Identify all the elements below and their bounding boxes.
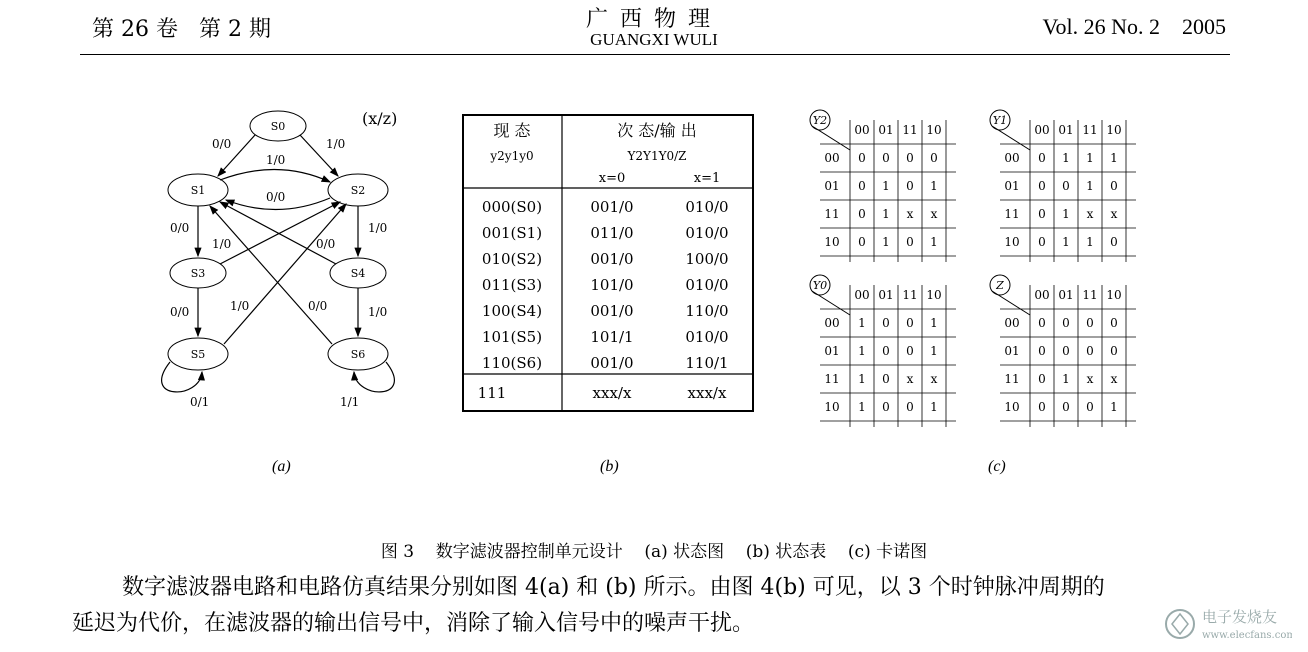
kmap-cell: 1 bbox=[930, 316, 938, 330]
state-node-s3 bbox=[170, 258, 226, 288]
kmap-cell: 0 bbox=[1086, 344, 1094, 358]
kmap-y1 bbox=[990, 110, 1136, 262]
kmap-col-head: 10 bbox=[1106, 288, 1122, 302]
kmap-cell: 0 bbox=[1062, 316, 1070, 330]
kmap-cell: 1 bbox=[930, 400, 938, 414]
header-rule bbox=[80, 54, 1230, 55]
state-node-s5 bbox=[168, 338, 228, 370]
table-cell: 110/1 bbox=[685, 354, 729, 372]
kmap-cell: x bbox=[930, 372, 938, 386]
kmap-cell: 0 bbox=[906, 400, 914, 414]
kmap-col-head: 11 bbox=[1082, 123, 1098, 137]
kmap-cell: 0 bbox=[1038, 400, 1046, 414]
kmap-cell: 0 bbox=[1110, 235, 1118, 249]
kmap-cell: 0 bbox=[1110, 344, 1118, 358]
kmap-row-head: 00 bbox=[824, 151, 840, 165]
edge-label: 0/0 bbox=[170, 221, 190, 235]
kmap-cell: 1 bbox=[858, 372, 866, 386]
kmap-cell: 0 bbox=[1062, 344, 1070, 358]
figure-b-label: (b) bbox=[600, 458, 619, 475]
kmap-y0 bbox=[810, 275, 956, 427]
kmap-cell: 0 bbox=[1038, 372, 1046, 386]
edge-label: 1/1 bbox=[340, 395, 360, 409]
kmap-cell: 1 bbox=[930, 179, 938, 193]
kmap-row-head: 00 bbox=[1004, 151, 1020, 165]
edge-label: 0/0 bbox=[308, 299, 328, 313]
kmap-cell: 0 bbox=[906, 179, 914, 193]
kmap-col-head: 01 bbox=[878, 123, 894, 137]
kmap-col-head: 10 bbox=[926, 288, 942, 302]
kmap-cell: x bbox=[1110, 207, 1118, 221]
edge-label: 0/0 bbox=[316, 237, 336, 251]
table-cell: 010/0 bbox=[685, 224, 729, 242]
kmap-cell: 0 bbox=[906, 151, 914, 165]
edge-label: 1/0 bbox=[368, 305, 388, 319]
kmap-cell: 1 bbox=[1062, 151, 1070, 165]
journal-volume-issue: 第 26 卷 第 2 期 bbox=[92, 17, 271, 42]
svg-text:S4: S4 bbox=[350, 267, 366, 280]
kmap-cell: x bbox=[1110, 372, 1118, 386]
kmap-diagonal bbox=[812, 291, 850, 315]
next-state-sub: Y2Y1Y0/Z bbox=[627, 149, 687, 163]
next-state-header: 次 态/输 出 bbox=[617, 121, 697, 140]
svg-text:S1: S1 bbox=[190, 184, 206, 197]
table-cell: 101/1 bbox=[590, 328, 634, 346]
site-watermark bbox=[1162, 602, 1292, 646]
figure-c-label: (c) bbox=[988, 458, 1006, 475]
kmap-cell: 0 bbox=[858, 207, 866, 221]
kmap-cell: 1 bbox=[1062, 235, 1070, 249]
watermark-cn: 电子发烧友 bbox=[1202, 608, 1278, 626]
kmap-cell: 0 bbox=[1086, 316, 1094, 330]
kmap-cell: 1 bbox=[930, 235, 938, 249]
state-node-s4 bbox=[330, 258, 386, 288]
table-cell: 101(S5) bbox=[481, 328, 543, 346]
edge-label: 1/0 bbox=[368, 221, 388, 235]
edge-label: 0/0 bbox=[266, 190, 286, 204]
state-node-s0 bbox=[250, 111, 306, 141]
kmap-cell: 0 bbox=[1062, 179, 1070, 193]
kmap-cell: 0 bbox=[858, 235, 866, 249]
kmap-cell: 0 bbox=[1038, 344, 1046, 358]
kmap-y2 bbox=[810, 110, 956, 262]
kmap-diagonal bbox=[992, 126, 1030, 150]
kmap-cell: 0 bbox=[1038, 207, 1046, 221]
kmap-cell: 0 bbox=[906, 316, 914, 330]
kmap-cell: 1 bbox=[1086, 151, 1094, 165]
kmap-cell: 0 bbox=[1086, 400, 1094, 414]
svg-text:S5: S5 bbox=[190, 348, 206, 361]
paragraph-line-2: 延迟为代价，在滤波器的输出信号中，消除了输入信号中的噪声干扰。 bbox=[72, 611, 755, 636]
table-cell: 001/0 bbox=[590, 198, 634, 216]
kmap-diagonal bbox=[812, 126, 850, 150]
table-cell: 010/0 bbox=[685, 328, 729, 346]
kmap-row-head: 10 bbox=[1004, 400, 1020, 414]
kmap-col-head: 01 bbox=[1058, 288, 1074, 302]
edge-label: 0/0 bbox=[212, 137, 232, 151]
watermark-logo-icon bbox=[1162, 602, 1292, 646]
kmap-col-head: 00 bbox=[854, 123, 870, 137]
table-cell: 101/0 bbox=[590, 276, 634, 294]
figure-caption: 图 3 数字滤波器控制单元设计 (a) 状态图 (b) 状态表 (c) 卡诺图 bbox=[380, 542, 928, 562]
kmap-row-head: 01 bbox=[824, 179, 840, 193]
edge-s5-s2 bbox=[224, 204, 346, 344]
kmap-cell: 1 bbox=[1062, 372, 1070, 386]
figure-a-label: (a) bbox=[272, 458, 291, 475]
edge-s1-s2 bbox=[220, 169, 330, 182]
kmap-cell: 1 bbox=[1110, 400, 1118, 414]
kmap-col-head: 01 bbox=[878, 288, 894, 302]
journal-title-cn: 广西物理 bbox=[585, 7, 722, 32]
table-cell: xxx/x bbox=[687, 384, 727, 402]
kmap-row-head: 01 bbox=[1004, 344, 1020, 358]
table-rows bbox=[478, 198, 729, 402]
watermark-url: www.elecfans.com bbox=[1202, 630, 1292, 641]
kmap-cell: 0 bbox=[882, 151, 890, 165]
kmap-cell: 1 bbox=[1062, 207, 1070, 221]
kmap-cell: 1 bbox=[858, 316, 866, 330]
kmap-cell: 1 bbox=[858, 344, 866, 358]
kmap-cell: 0 bbox=[1038, 151, 1046, 165]
kmap-cell: 1 bbox=[882, 235, 890, 249]
kmap-row-head: 01 bbox=[1004, 179, 1020, 193]
kmap-cell: 0 bbox=[882, 372, 890, 386]
paragraph-line-1: 数字滤波器电路和电路仿真结果分别如图 4(a) 和 (b) 所示。由图 4(b) 可见，以 3 个时钟脉冲周期的 bbox=[122, 575, 1105, 600]
kmap-col-head: 10 bbox=[1106, 123, 1122, 137]
kmap-col-head: 00 bbox=[1034, 123, 1050, 137]
kmap-cell: 0 bbox=[1110, 316, 1118, 330]
kmap-row-head: 10 bbox=[824, 235, 840, 249]
kmap-cell: 1 bbox=[1110, 151, 1118, 165]
table-cell: xxx/x bbox=[592, 384, 632, 402]
table-cell: 010/0 bbox=[685, 198, 729, 216]
kmap-row-head: 11 bbox=[1004, 372, 1020, 386]
kmap-name: Y1 bbox=[992, 114, 1008, 127]
kmap-name: Y2 bbox=[812, 114, 828, 127]
kmap-row-head: 10 bbox=[1004, 235, 1020, 249]
table-cell: 010(S2) bbox=[481, 250, 543, 268]
table-cell: 001(S1) bbox=[481, 224, 543, 242]
x0-header: x=0 bbox=[598, 171, 626, 186]
x1-header: x=1 bbox=[693, 171, 721, 186]
kmap-cell: 0 bbox=[906, 235, 914, 249]
kmap-cell: x bbox=[1086, 372, 1094, 386]
kmap-row-head: 11 bbox=[1004, 207, 1020, 221]
kmap-cell: 0 bbox=[1038, 316, 1046, 330]
edge-label: 0/0 bbox=[170, 305, 190, 319]
kmap-col-head: 00 bbox=[854, 288, 870, 302]
table-cell: 110/0 bbox=[685, 302, 729, 320]
journal-title-en: GUANGXI WULI bbox=[590, 30, 718, 49]
kmap-cell: 0 bbox=[882, 344, 890, 358]
kmap-cell: 1 bbox=[882, 179, 890, 193]
kmap-cell: 0 bbox=[1110, 179, 1118, 193]
kmap-diagonal bbox=[992, 291, 1030, 315]
kmap-cell: x bbox=[906, 207, 914, 221]
kmap-cell: 1 bbox=[858, 400, 866, 414]
edge-label: 1/0 bbox=[230, 299, 250, 313]
table-cell: 000(S0) bbox=[481, 198, 543, 216]
edge-label: 1/0 bbox=[266, 153, 286, 167]
table-cell: 001/0 bbox=[590, 250, 634, 268]
kmap-cell: x bbox=[906, 372, 914, 386]
kmap-cell: 1 bbox=[1086, 179, 1094, 193]
kmap-row-head: 00 bbox=[1004, 316, 1020, 330]
state-node-s1 bbox=[168, 174, 228, 206]
edge-s6-s1 bbox=[210, 206, 332, 344]
svg-text:S3: S3 bbox=[190, 267, 206, 280]
kmap-z bbox=[990, 275, 1136, 427]
kmap-col-head: 01 bbox=[1058, 123, 1074, 137]
kmap-cell: x bbox=[1086, 207, 1094, 221]
table-cell: 011/0 bbox=[590, 224, 634, 242]
current-state-sub: y2y1y0 bbox=[490, 149, 534, 163]
body-paragraph bbox=[72, 570, 1262, 642]
kmap-row-head: 01 bbox=[824, 344, 840, 358]
table-cell: 011(S3) bbox=[481, 276, 543, 294]
kmap-name: Y0 bbox=[812, 279, 828, 292]
kmap-col-head: 00 bbox=[1034, 288, 1050, 302]
edge-label: 1/0 bbox=[326, 137, 346, 151]
kmap-cell: 0 bbox=[1038, 179, 1046, 193]
kmap-cell: 1 bbox=[930, 344, 938, 358]
kmap-name: Z bbox=[996, 279, 1004, 292]
edge-label: 0/1 bbox=[190, 395, 210, 409]
table-cell: 100(S4) bbox=[481, 302, 543, 320]
table-cell: 010/0 bbox=[685, 276, 729, 294]
state-node-s2 bbox=[328, 174, 388, 206]
kmap-row-head: 00 bbox=[824, 316, 840, 330]
kmap-row-head: 11 bbox=[824, 207, 840, 221]
kmap-cell: 0 bbox=[906, 344, 914, 358]
kmap-row-head: 11 bbox=[824, 372, 840, 386]
kmap-cell: 0 bbox=[858, 179, 866, 193]
kmap-row-head: 10 bbox=[824, 400, 840, 414]
kmap-col-head: 11 bbox=[902, 123, 918, 137]
kmap-cell: x bbox=[930, 207, 938, 221]
svg-text:S6: S6 bbox=[350, 348, 366, 361]
table-cell: 100/0 bbox=[685, 250, 729, 268]
svg-text:S2: S2 bbox=[350, 184, 366, 197]
edge-label: 1/0 bbox=[212, 237, 232, 251]
io-legend: (x/z) bbox=[362, 109, 398, 128]
journal-volume-year: Vol. 26 No. 2 2005 bbox=[1042, 14, 1226, 39]
kmap-col-head: 11 bbox=[1082, 288, 1098, 302]
state-node-s6 bbox=[328, 338, 388, 370]
kmap-cell: 1 bbox=[1086, 235, 1094, 249]
karnaugh-maps bbox=[800, 100, 1160, 440]
kmap-col-head: 11 bbox=[902, 288, 918, 302]
table-cell: 111 bbox=[477, 384, 507, 402]
table-cell: 110(S6) bbox=[481, 354, 543, 372]
kmap-cell: 0 bbox=[1038, 235, 1046, 249]
svg-text:S0: S0 bbox=[270, 120, 286, 133]
table-cell: 001/0 bbox=[590, 302, 634, 320]
kmap-cell: 0 bbox=[882, 400, 890, 414]
kmap-cell: 0 bbox=[858, 151, 866, 165]
table-cell: 001/0 bbox=[590, 354, 634, 372]
state-table bbox=[462, 114, 754, 412]
kmap-cell: 0 bbox=[1062, 400, 1070, 414]
kmap-cell: 0 bbox=[882, 316, 890, 330]
state-diagram bbox=[140, 100, 430, 420]
kmap-col-head: 10 bbox=[926, 123, 942, 137]
kmap-cell: 1 bbox=[882, 207, 890, 221]
current-state-header: 现 态 bbox=[493, 121, 531, 140]
kmap-cell: 0 bbox=[930, 151, 938, 165]
